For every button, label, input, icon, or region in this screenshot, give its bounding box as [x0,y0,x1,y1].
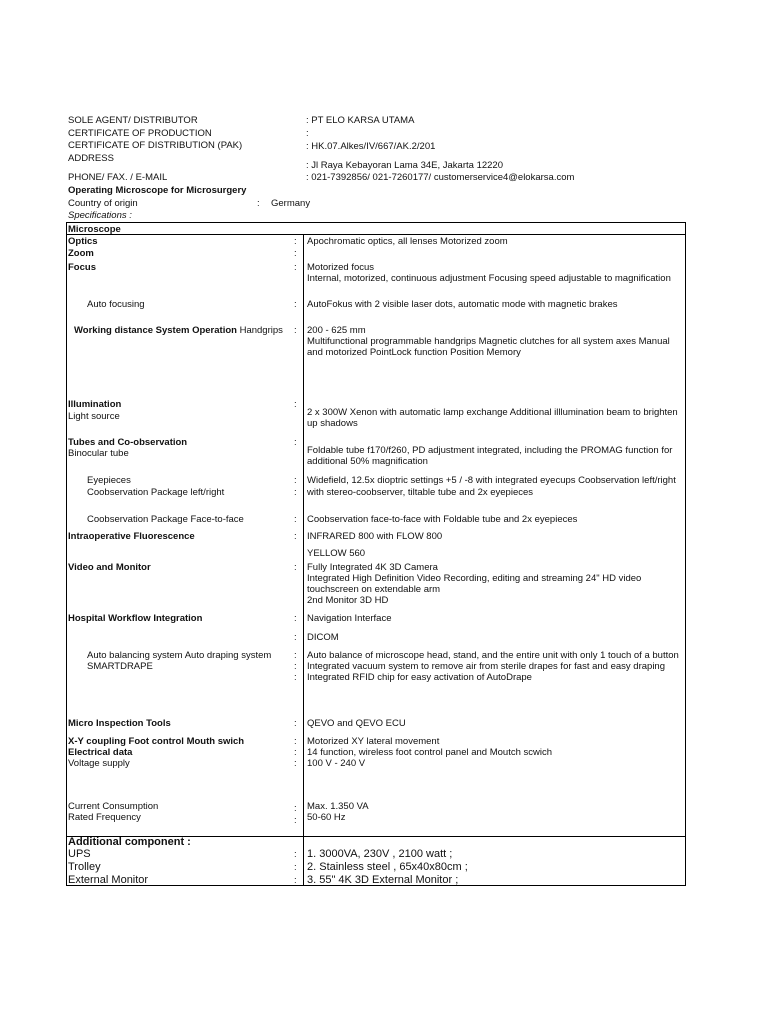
coobs-f2f-label: Coobservation Package Face-to-face [87,514,244,525]
video-value-1: Fully Integrated 4K 3D Camera [307,562,438,573]
foot-control-value: 14 function, wireless foot control panel and Moutch scwich [307,747,553,758]
working-distance-bold: Working distance System Operation [74,325,237,336]
colon: : [294,262,297,273]
auto-balancing-value-3: Integrated RFID chip for easy activation of AutoDrape [307,672,532,683]
ups-value: 1. 3000VA, 230V , 2100 watt ; [307,848,453,860]
colon: : [294,248,297,259]
binocular-value-2: additional 50% magnification [307,456,428,467]
focus-value-1: Motorized focus [307,262,375,273]
optics-label: Optics [68,236,98,247]
table-right-border [685,222,686,886]
eyepieces-label: Eyepieces [87,475,131,486]
workflow-label: Hospital Workflow Integration [68,613,203,624]
colon: : [294,718,297,729]
light-source-label: Light source [68,411,120,422]
binocular-label: Binocular tube [68,448,129,459]
fluorescence-value-1: INFRARED 800 with FLOW 800 [307,531,443,542]
table-left-border [66,222,67,886]
micro-inspection-label: Micro Inspection Tools [68,718,171,729]
working-distance-label [74,325,283,336]
colon: : [294,236,297,247]
frequency-value: 50-60 Hz [307,812,346,823]
external-monitor-label: External Monitor [68,874,149,886]
video-value-3: touchscreen on extendable arm [307,584,441,595]
auto-focusing-value: AutoFokus with 2 visible laser dots, automatic mode with magnetic brakes [307,299,618,310]
sole-agent-label: SOLE AGENT/ DISTRIBUTOR [68,115,198,126]
colon: : [294,437,297,448]
colon: : [294,672,297,683]
fluorescence-label: Intraoperative Fluorescence [68,531,195,542]
colon: : [294,325,297,336]
auto-balancing-value-1: Auto balance of microscope head, stand, and the entire unit with only 1 touch of a button [307,650,679,661]
specs-label: Specifications : [68,210,132,221]
working-distance-normal: Handgrips [236,325,283,336]
colon: : [294,613,297,624]
address-label: ADDRESS [68,153,114,164]
focus-value-2: Internal, motorized, continuous adjustment Focusing speed adjustable to magnification [307,273,671,284]
ups-label: UPS [68,848,91,860]
zoom-label: Zoom [68,248,94,259]
phone-label: PHONE/ FAX. / E-MAIL [68,172,168,183]
light-source-value-1: 2 x 300W Xenon with automatic lamp exchange Additional illlumination beam to brighten [307,407,678,418]
workflow-value-2: DICOM [307,632,339,643]
xy-coupling-label: X-Y coupling Foot control Mouth swich [68,736,245,747]
product-title: Operating Microscope for Microsurgery [68,185,247,196]
micro-inspection-value: QEVO and QEVO ECU [307,718,406,729]
xy-value: Motorized XY lateral movement [307,736,440,747]
colon: : [294,399,297,410]
country-colon: : [257,198,260,209]
focus-label: Focus [68,262,96,273]
colon: : [294,487,297,498]
colon: : [294,632,297,643]
table-top-border [66,222,686,223]
workflow-value-1: Navigation Interface [307,613,392,624]
colon: : [294,299,297,310]
country-value: Germany [271,198,311,209]
additional-title: Additional component : [68,836,191,848]
working-distance-value-3: and motorized PointLock function Position Memory [307,347,521,358]
video-value-4: 2nd Monitor 3D HD [307,595,389,606]
video-value-2: Integrated High Definition Video Recording, editing and streaming 24" HD video [307,573,642,584]
colon: : [294,562,297,573]
cert-production-label: CERTIFICATE OF PRODUCTION [68,128,212,139]
illumination-label: Illumination [68,399,122,410]
trolley-label: Trolley [68,861,101,873]
binocular-value-1: Foldable tube f170/f260, PD adjustment integrated, including the PROMAG function for [307,445,673,456]
coobs-f2f-value: Coobservation face-to-face with Foldable tube and 2x eyepieces [307,514,578,525]
tubes-label: Tubes and Co-observation [68,437,188,448]
eyepieces-value-2: with stereo-coobserver, tiltable tube and 2x eyepieces [307,487,534,498]
voltage-label: Voltage supply [68,758,130,769]
colon: : [294,531,297,542]
address-value: : Jl Raya Kebayoran Lama 34E, Jakarta 12220 [306,160,503,171]
auto-focusing-label: Auto focusing [87,299,145,310]
cert-production-value: : [306,128,309,139]
colon: : [294,849,297,860]
auto-balancing-label-2: SMARTDRAPE [87,661,153,672]
trolley-value: 2. Stainless steel , 65x40x80cm ; [307,861,468,873]
colon: : [294,736,297,747]
cert-distribution-value: : HK.07.Alkes/IV/667/AK.2/201 [306,141,436,152]
optics-value: Apochromatic optics, all lenses Motorized zoom [307,236,508,247]
colon: : [294,815,297,826]
auto-balancing-value-2: Integrated vacuum system to remove air from sterile drapes for fast and easy draping [307,661,665,672]
table-header-border [66,234,686,235]
colon: : [294,875,297,886]
phone-value: : 021-7392856/ 021-7260177/ customerservice4@elokarsa.com [306,172,575,183]
colon: : [294,475,297,486]
current-value: Max. 1.350 VA [307,801,369,812]
voltage-value: 100 V - 240 V [307,758,366,769]
colon: : [294,803,297,814]
eyepieces-value-1: Widefield, 12.5x dioptric settings +5 / -8 with integrated eyecups Coobservation left/right [307,475,676,486]
electrical-label: Electrical data [68,747,133,758]
colon: : [294,862,297,873]
microscope-heading: Microscope [68,224,121,235]
colon: : [294,747,297,758]
colon: : [294,661,297,672]
table-column-divider [303,234,304,886]
fluorescence-value-2: YELLOW 560 [307,548,366,559]
auto-balancing-label-1: Auto balancing system Auto draping system [87,650,272,661]
colon: : [294,514,297,525]
country-label: Country of origin [68,198,138,209]
cert-distribution-label: CERTIFICATE OF DISTRIBUTION (PAK) [68,140,243,151]
current-label: Current Consumption [68,801,159,812]
video-label: Video and Monitor [68,562,151,573]
working-distance-value-1: 200 - 625 mm [307,325,366,336]
sole-agent-value: : PT ELO KARSA UTAMA [306,115,415,126]
light-source-value-2: up shadows [307,418,358,429]
working-distance-value-2: Multifunctional programmable handgrips Magnetic clutches for all system axes Manual [307,336,670,347]
coobs-lr-label: Coobservation Package left/right [87,487,225,498]
frequency-label: Rated Frequency [68,812,141,823]
external-monitor-value: 3. 55" 4K 3D External Monitor ; [307,874,459,886]
colon: : [294,758,297,769]
colon: : [294,650,297,661]
